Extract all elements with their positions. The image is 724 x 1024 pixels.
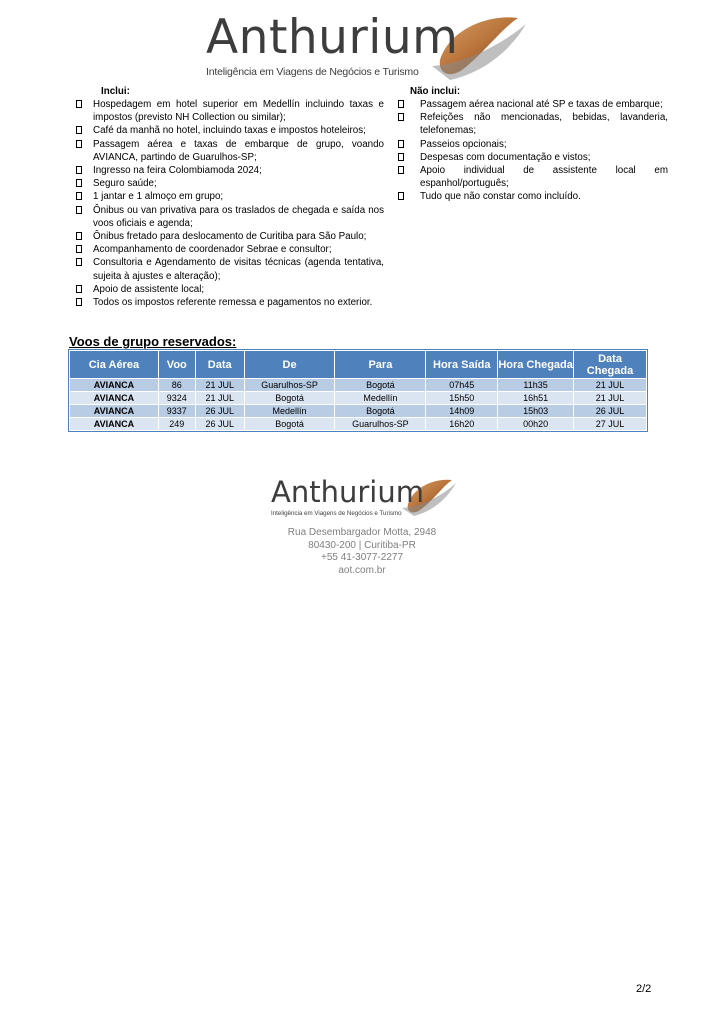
- cell-hora-saida: 16h20: [426, 418, 498, 431]
- bullet-box-icon: [76, 206, 82, 214]
- table-row: [70, 405, 647, 418]
- brand-tagline: Inteligência em Viagens de Negócios e Turismo: [206, 66, 419, 78]
- footer-address: [212, 527, 512, 577]
- cell-data-chegada: 26 JUL: [574, 405, 647, 418]
- list-item: Despesas com documentação e vistos;: [398, 151, 668, 164]
- flights-table: [69, 350, 647, 431]
- cell-para: Bogotá: [335, 379, 426, 392]
- cell-hora-chegada: 11h35: [498, 379, 574, 392]
- bullet-box-icon: [398, 166, 404, 174]
- list-item: Café da manhã no hotel, incluindo taxas e impostos hoteleiros;: [76, 124, 384, 137]
- cell-hora-chegada: 16h51: [498, 392, 574, 405]
- cell-voo: 9337: [158, 405, 195, 418]
- bullet-box-icon: [76, 258, 82, 266]
- bullet-box-icon: [76, 166, 82, 174]
- website-link[interactable]: aot.com.br: [338, 564, 386, 576]
- bullet-box-icon: [76, 126, 82, 134]
- table-header-row: [70, 351, 647, 379]
- bullet-box-icon: [398, 100, 404, 108]
- inclui-list: [76, 98, 384, 309]
- list-item: Apoio individual de assistente local em espanhol/português;: [398, 164, 668, 190]
- cell-de: Bogotá: [244, 392, 335, 405]
- cell-data-chegada: 21 JUL: [574, 392, 647, 405]
- list-item: Seguro saúde;: [76, 177, 384, 190]
- brand-name: Anthurium: [206, 10, 459, 65]
- address-postal: 80430-200 | Curitiba-PR: [308, 539, 416, 551]
- cell-hora-saida: 14h09: [426, 405, 498, 418]
- bullet-box-icon: [398, 140, 404, 148]
- cell-hora-saida: 15h50: [426, 392, 498, 405]
- table-row: [70, 418, 647, 431]
- address-line: Rua Desembargador Motta, 2948: [287, 527, 437, 538]
- col-header-cia: Cia Aérea: [70, 351, 159, 379]
- page-number: 2/2: [636, 983, 652, 995]
- cell-data: 26 JUL: [195, 405, 244, 418]
- bullet-box-icon: [76, 285, 82, 293]
- bullet-box-icon: [76, 245, 82, 253]
- cell-hora-chegada: 00h20: [498, 418, 574, 431]
- cell-cia: AVIANCA: [70, 418, 159, 431]
- inclui-heading: Inclui:: [101, 86, 130, 97]
- cell-voo: 9324: [158, 392, 195, 405]
- col-header-data: Data: [195, 351, 244, 379]
- list-item: Ingresso na feira Colombiamoda 2024;: [76, 164, 384, 177]
- list-item: Ônibus ou van privativa para os traslados de chegada e saída nos voos oficiais e agenda;: [76, 204, 384, 230]
- list-item: Passagem aérea e taxas de embarque de grupo, voando AVIANCA, partindo de Guarulhos-SP;: [76, 138, 384, 164]
- bullet-box-icon: [398, 113, 404, 121]
- bullet-box-icon: [76, 100, 82, 108]
- cell-data-chegada: 21 JUL: [574, 379, 647, 392]
- list-item: Consultoria e Agendamento de visitas técnicas (agenda tentativa, sujeita à ajustes e alteração);: [76, 256, 384, 282]
- inclui-section: [76, 86, 384, 309]
- col-header-data-chegada: Data Chegada: [574, 351, 647, 379]
- brand-name: Anthurium: [271, 475, 424, 509]
- cell-para: Medellín: [335, 392, 426, 405]
- bullet-box-icon: [76, 298, 82, 306]
- col-header-para: Para: [335, 351, 426, 379]
- cell-hora-chegada: 15h03: [498, 405, 574, 418]
- col-header-voo: Voo: [158, 351, 195, 379]
- cell-voo: 86: [158, 379, 195, 392]
- col-header-hora-saida: Hora Saída: [426, 351, 498, 379]
- list-item: Refeições não mencionadas, bebidas, lavanderia, telefonemas;: [398, 111, 668, 137]
- cell-de: Medellín: [244, 405, 335, 418]
- list-item: Passagem aérea nacional até SP e taxas de embarque;: [398, 98, 668, 111]
- cell-data: 21 JUL: [195, 379, 244, 392]
- brand-tagline: Inteligência em Viagens de Negócios e Turismo: [271, 510, 402, 517]
- cell-cia: AVIANCA: [70, 392, 159, 405]
- cell-cia: AVIANCA: [70, 379, 159, 392]
- cell-de: Guarulhos-SP: [244, 379, 335, 392]
- bullet-box-icon: [398, 192, 404, 200]
- list-item: Todos os impostos referente remessa e pagamentos no exterior.: [76, 296, 384, 309]
- bullet-box-icon: [76, 232, 82, 240]
- cell-voo: 249: [158, 418, 195, 431]
- list-item: Acompanhamento de coordenador Sebrae e consultor;: [76, 243, 384, 256]
- list-item: Apoio de assistente local;: [76, 283, 384, 296]
- cell-data: 26 JUL: [195, 418, 244, 431]
- phone-number[interactable]: +55 41-3077-2277: [320, 552, 404, 563]
- flights-title: Voos de grupo reservados:: [69, 334, 237, 349]
- bullet-box-icon: [398, 153, 404, 161]
- col-header-de: De: [244, 351, 335, 379]
- cell-para: Guarulhos-SP: [335, 418, 426, 431]
- nao-inclui-list: [398, 98, 668, 204]
- cell-cia: AVIANCA: [70, 405, 159, 418]
- list-item: Ônibus fretado para deslocamento de Curitiba para São Paulo;: [76, 230, 384, 243]
- cell-de: Bogotá: [244, 418, 335, 431]
- bullet-box-icon: [76, 192, 82, 200]
- footer-logo: [268, 474, 458, 520]
- bullet-box-icon: [76, 179, 82, 187]
- list-item: Hospedagem em hotel superior em Medellín incluindo taxas e impostos (previsto NH Collection ou similar);: [76, 98, 384, 124]
- list-item: Passeios opcionais;: [398, 138, 668, 151]
- nao-inclui-section: [398, 86, 668, 204]
- col-header-hora-chegada: Hora Chegada: [498, 351, 574, 379]
- cell-data-chegada: 27 JUL: [574, 418, 647, 431]
- cell-hora-saida: 07h45: [426, 379, 498, 392]
- table-row: [70, 379, 647, 392]
- cell-data: 21 JUL: [195, 392, 244, 405]
- list-item: 1 jantar e 1 almoço em grupo;: [76, 190, 384, 203]
- list-item: Tudo que não constar como incluído.: [398, 190, 668, 203]
- nao-inclui-heading: Não inclui:: [410, 86, 461, 97]
- table-row: [70, 392, 647, 405]
- header-logo: [200, 8, 530, 86]
- bullet-box-icon: [76, 140, 82, 148]
- cell-para: Bogotá: [335, 405, 426, 418]
